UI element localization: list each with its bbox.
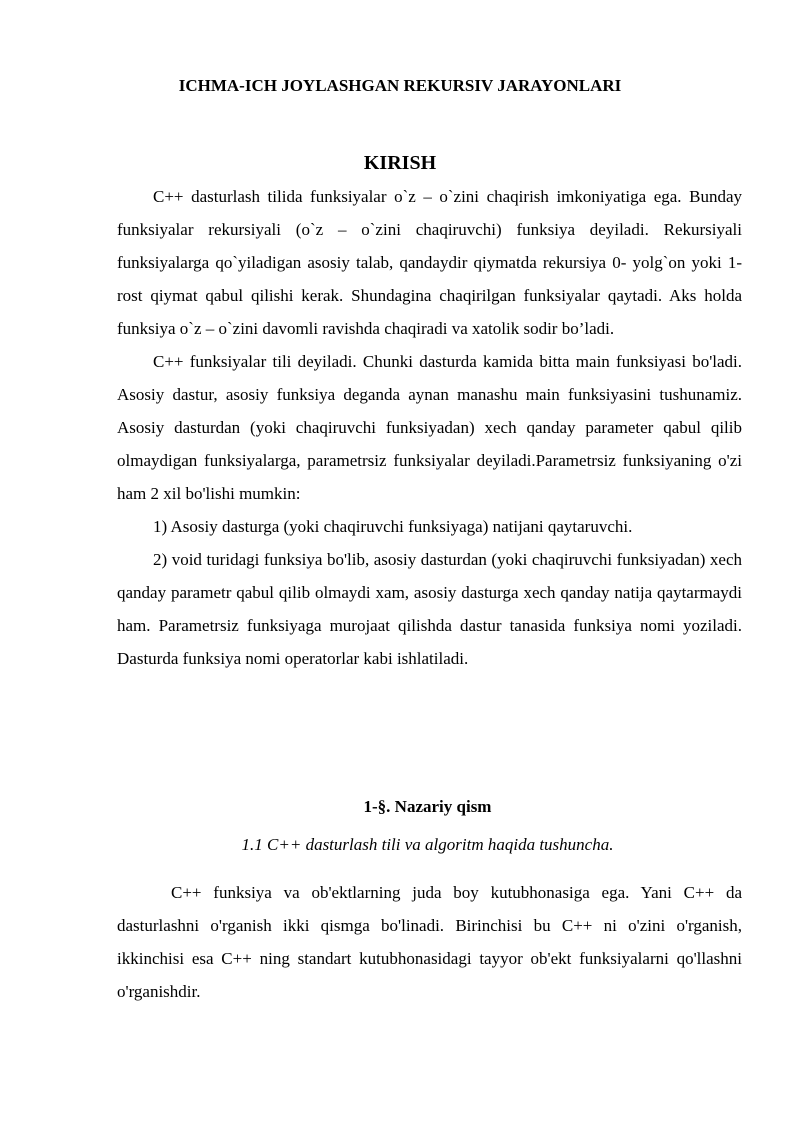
intro-body [117, 180, 742, 675]
intro-paragraph: C++ funksiyalar tili deyiladi. Chunki dasturda kamida bitta main funksiyasi bo'ladi. Asosiy dastur, asosiy funksiya deganda aynan manashu main funksiyasini tushunamiz. Asosiy dasturdan (yoki chaqiruvchi funksiyadan) xech qanday parameter qabul qilib olmaydigan funksiyalarga, parametrsiz funksiyalar deyiladi.Parametrsiz funksiyaning o'zi ham 2 xil bo'lishi mumkin: [117, 352, 742, 503]
document-title: ICHMA-ICH JOYLASHGAN REKURSIV JARAYONLARI [178, 76, 622, 95]
section-heading: 1-§. Nazariy qism [363, 797, 492, 816]
section-paragraph: C++ funksiya va ob'ektlarning juda boy kutubhonasiga ega. Yani C++ da dasturlashni o'rganish ikki qismga bo'linadi. Birinchisi bu C++ ni o'zini o'rganish, ikkinchisi esa C++ ning standart kutubhonasidagi tayyor ob'ekt funksiyalarni qo'llashni o'rganishdir. [117, 883, 742, 1001]
intro-list-item: 1) Asosiy dasturga (yoki chaqiruvchi funksiyaga) natijani qaytaruvchi. [153, 517, 633, 536]
subsection-heading: 1.1 C++ dasturlash tili va algoritm haqida tushuncha. [241, 835, 614, 854]
section-body [117, 876, 742, 1008]
intro-list-item: 2) void turidagi funksiya bo'lib, asosiy dasturdan (yoki chaqiruvchi funksiyadan) xech qanday parametr qabul qilib olmaydi xam, asosiy dasturga xech qanday natija qaytarmaydi ham. Parametrsiz funksiyaga murojaat qilishda dastur tanasida funksiya nomi yoziladi. Dasturda funksiya nomi operatorlar kabi ishlatiladi. [117, 550, 742, 668]
intro-paragraph: C++ dasturlash tilida funksiyalar o`z – o`zini chaqirish imkoniyatiga ega. Bunday funksiyalar rekursiyali (o`z – o`zini chaqiruvchi) funksiya deyiladi. Rekursiyali funksiyalarga qo`yiladigan asosiy talab, qandaydir qiymatda rekursiya 0- yolg`on yoki 1-rost qiymat qabul qilishi kerak. Shundagina chaqirilgan funksiyalar qaytadi. Aks holda funksiya o`z – o`zini davomli ravishda chaqiradi va xatolik sodir bo’ladi. [117, 187, 742, 338]
intro-heading: KIRISH [363, 152, 437, 174]
